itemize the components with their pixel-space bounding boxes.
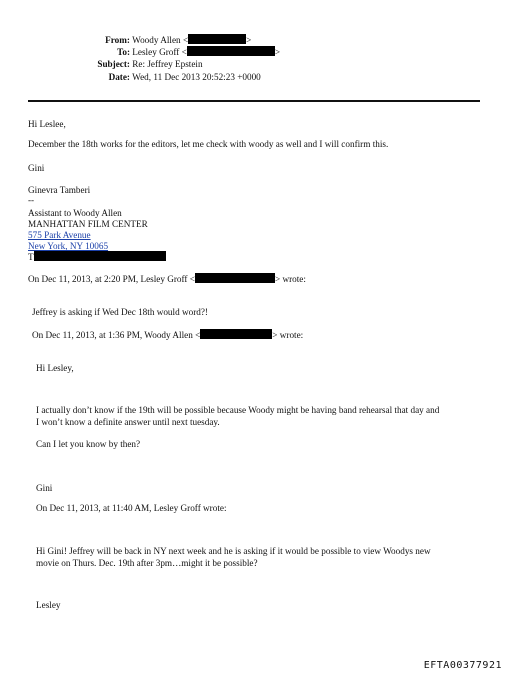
signature-company: MANHATTAN FILM CENTER [28,219,148,229]
quote1-intro [28,273,306,285]
quote2-para1-line1: I actually don’t know if the 19th will be possible because Woody might be having band rehearsal that day and [36,405,440,415]
date-label: Date: [108,72,130,82]
quote1-intro-tail: > wrote: [274,274,306,284]
quote3-intro: On Dec 11, 2013, at 11:40 AM, Lesley Groff wrote: [36,503,227,513]
document-id: EFTA00377921 [423,660,502,671]
address-city-link[interactable]: New York, NY 10065 [28,241,109,251]
quote3-line2: movie on Thurs. Dec. 19th after 3pm…might it be possible? [36,558,258,568]
from-tail: > [246,35,252,45]
quote2-greeting: Hi Lesley, [36,363,74,373]
signature-name: Ginevra Tamberi [28,185,91,195]
subject-value: Re: Jeffrey Epstein [132,59,203,69]
quote2-para1-line2: I won’t know a definite answer until next tuesday. [36,417,220,427]
to-tail: > [274,47,280,57]
phone-line [28,251,166,263]
quote3-line1: Hi Gini! Jeffrey will be back in NY next week and he is asking if it would be possible to view Woodys new [36,546,431,556]
message-signoff: Gini [28,163,45,173]
phone-prefix: T [28,252,34,262]
redaction-block [187,46,275,56]
redaction-block [200,329,272,339]
quote2-intro-text: On Dec 11, 2013, at 1:36 PM, Woody Allen < [32,330,201,340]
quote2-signoff: Gini [36,483,53,493]
date-value: Wed, 11 Dec 2013 20:52:23 +0000 [132,72,261,82]
quote1-text: Jeffrey is asking if Wed Dec 18th would word?! [32,307,208,317]
to-line [28,46,280,58]
signature-dash: -- [28,195,35,205]
from-label: From: [105,35,130,45]
from-value: Woody Allen < [132,35,189,45]
quote2-intro [32,329,303,341]
quote2-intro-tail: > wrote: [272,330,304,340]
redaction-block [34,251,166,261]
quote1-intro-text: On Dec 11, 2013, at 2:20 PM, Lesley Groff < [28,274,195,284]
date-line [28,71,261,83]
subject-label: Subject: [97,59,130,69]
to-label: To: [117,47,130,57]
signature-title: Assistant to Woody Allen [28,208,122,218]
greeting: Hi Leslee, [28,119,66,129]
message-line: December the 18th works for the editors, let me check with woody as well and I will confirm this. [28,139,389,149]
subject-line [28,58,203,70]
quote3-signoff: Lesley [36,600,61,610]
from-line [28,34,251,46]
address-street-link[interactable]: 575 Park Avenue [28,230,91,240]
redaction-block [188,34,246,44]
to-value: Lesley Groff < [132,47,187,57]
redaction-block [195,273,275,283]
header-divider [28,100,480,102]
quote2-para2: Can I let you know by then? [36,439,141,449]
